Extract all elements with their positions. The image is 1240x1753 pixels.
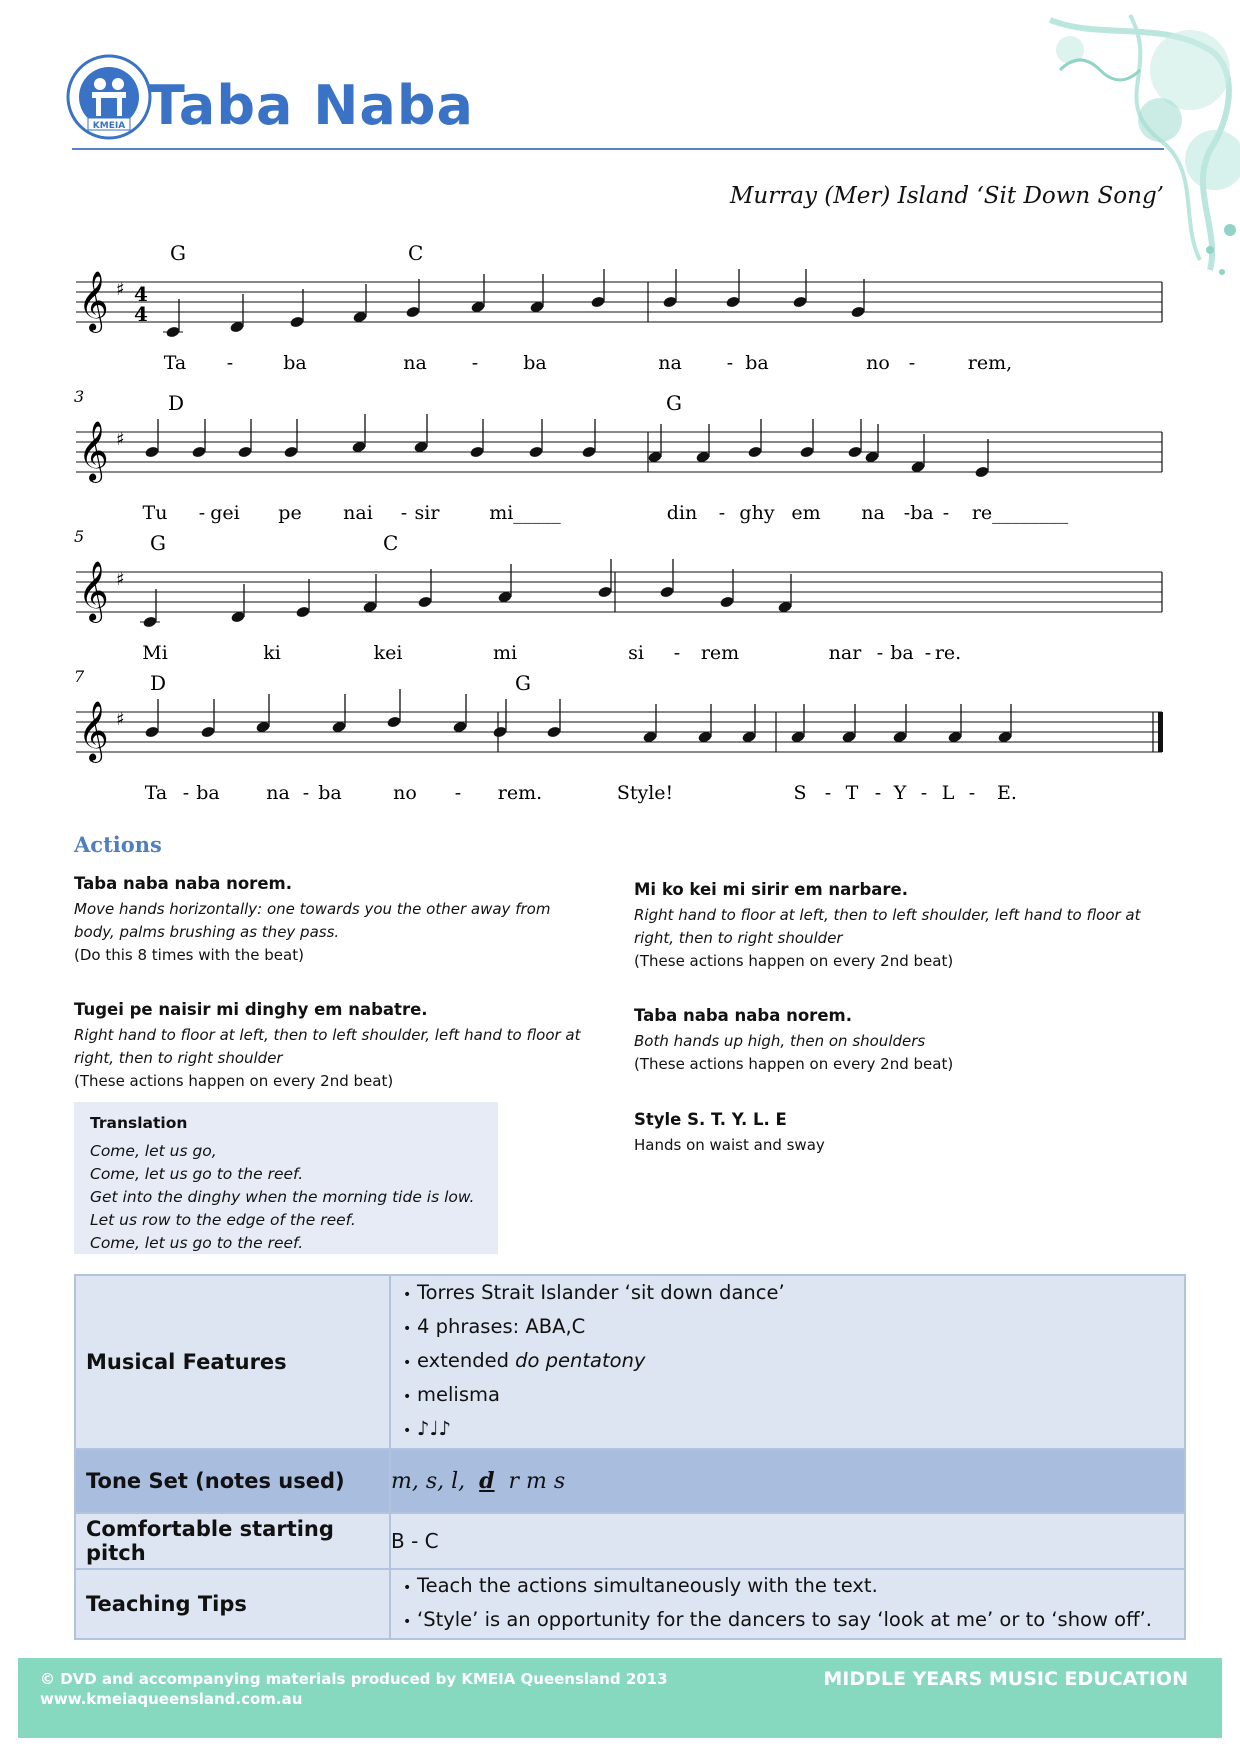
lyric-syllable: kei bbox=[373, 642, 403, 664]
lyric-syllable: Y bbox=[893, 782, 907, 804]
lyric-syllable: Tu bbox=[142, 502, 168, 524]
lyric-syllable: mi bbox=[492, 642, 518, 664]
lyric-syllable: - bbox=[718, 502, 726, 524]
action-desc: Move hands horizontally: one towards you the other away from bbox=[74, 900, 551, 918]
lyric-syllable: - bbox=[874, 782, 882, 804]
lyric-syllable: Style! bbox=[616, 782, 674, 804]
musical-features-row bbox=[75, 1275, 1185, 1449]
treble-clef-icon: 𝄞 bbox=[78, 701, 109, 761]
lyric-syllable: - bbox=[903, 502, 911, 524]
action-desc: Right hand to floor at left, then to left shoulder, left hand to floor at bbox=[634, 906, 1141, 924]
lyric-syllable: - bbox=[454, 782, 462, 804]
lyric-syllable: ba bbox=[745, 352, 769, 374]
action-desc: Right hand to floor at left, then to left shoulder, left hand to floor at bbox=[74, 1026, 581, 1044]
teaching-tips-label: Teaching Tips bbox=[75, 1569, 390, 1639]
chord-symbol: G bbox=[515, 671, 531, 695]
lyric-syllable: - bbox=[942, 502, 950, 524]
lyric-syllable: Ta bbox=[144, 782, 168, 804]
translation-line: Come, let us go, bbox=[90, 1142, 217, 1160]
final-barline bbox=[1158, 712, 1163, 752]
lyric-syllable: re. bbox=[934, 642, 962, 664]
action-item-5 bbox=[634, 1110, 1154, 1157]
action-item-1 bbox=[74, 874, 594, 967]
lyric-syllable: ba bbox=[196, 782, 220, 804]
lyric-syllable: na bbox=[403, 352, 427, 374]
music-score bbox=[0, 240, 1240, 820]
teaching-tips-list bbox=[390, 1569, 1185, 1639]
lyric-syllable: - bbox=[920, 782, 928, 804]
lyric-syllable: - bbox=[824, 782, 832, 804]
rhythm-notes: ♪♩♪ bbox=[417, 1417, 452, 1440]
lyric-syllable: E. bbox=[997, 782, 1017, 804]
lyric-syllable: - bbox=[471, 352, 479, 374]
teaching-tips-row bbox=[75, 1569, 1185, 1639]
translation-line: Come, let us go to the reef. bbox=[90, 1165, 304, 1183]
lyric-syllable: ba bbox=[890, 642, 914, 664]
treble-clef-icon: 𝄞 bbox=[78, 561, 109, 621]
tone-set-row bbox=[75, 1449, 1185, 1513]
lyric-syllable: - bbox=[924, 642, 932, 664]
title-divider bbox=[72, 148, 1164, 150]
lyric-syllable: - bbox=[302, 782, 310, 804]
translation-line: Come, let us go to the reef. bbox=[90, 1234, 304, 1252]
list-item: • ♪♩♪ bbox=[403, 1417, 452, 1440]
lyric-syllable: - bbox=[400, 502, 408, 524]
lyric-syllable: ba bbox=[523, 352, 547, 374]
song-subtitle: Murray (Mer) Island ‘Sit Down Song’ bbox=[729, 183, 1164, 209]
action-heading: Mi ko kei mi sirir em narbare. bbox=[634, 880, 908, 899]
action-note: Hands on waist and sway bbox=[634, 1136, 825, 1154]
chord-symbol: G bbox=[666, 391, 682, 415]
list-item: • ‘Style’ is an opportunity for the dancers to say ‘look at me’ or to ‘show off’. bbox=[403, 1608, 1152, 1631]
lyric-syllable: na bbox=[266, 782, 290, 804]
action-item-2 bbox=[74, 1000, 594, 1093]
measure-number: 7 bbox=[74, 667, 85, 686]
action-note: (These actions happen on every 2nd beat) bbox=[634, 1055, 954, 1073]
lyric-syllable: sir bbox=[414, 502, 440, 524]
features-table bbox=[74, 1274, 1186, 1640]
lyric-syllable: ba bbox=[318, 782, 342, 804]
action-desc: body, palms brushing as they pass. bbox=[74, 923, 340, 941]
sharp-icon: ♯ bbox=[116, 569, 125, 590]
sharp-icon: ♯ bbox=[116, 429, 125, 450]
lyric-syllable: ba bbox=[910, 502, 934, 524]
footer-series-title: MIDDLE YEARS MUSIC EDUCATION bbox=[823, 1668, 1188, 1690]
lyric-syllable: Ta bbox=[163, 352, 187, 374]
translation-heading: Translation bbox=[90, 1114, 188, 1132]
treble-clef-icon: 𝄞 bbox=[78, 421, 109, 481]
sharp-icon: ♯ bbox=[116, 709, 125, 730]
action-desc: Both hands up high, then on shoulders bbox=[634, 1032, 926, 1050]
lyric-syllable: ki bbox=[263, 642, 281, 664]
chord-symbol: D bbox=[168, 391, 185, 415]
action-note: (These actions happen on every 2nd beat) bbox=[634, 952, 954, 970]
action-note: (Do this 8 times with the beat) bbox=[74, 946, 304, 964]
lyric-syllable: - bbox=[968, 782, 976, 804]
lyric-syllable: - bbox=[198, 502, 206, 524]
lyric-syllable: pe bbox=[278, 502, 302, 524]
lyric-syllable: S bbox=[793, 782, 807, 804]
lyric-syllable: no bbox=[866, 352, 890, 374]
tone-set-value: m, s, l, d r m s bbox=[390, 1449, 1185, 1513]
translation-line: Let us row to the edge of the reef. bbox=[90, 1211, 356, 1229]
logo-text: KMEIA bbox=[92, 121, 126, 131]
action-heading: Tugei pe naisir mi dinghy em nabatre. bbox=[74, 1000, 428, 1019]
list-item: • Teach the actions simultaneously with the text. bbox=[403, 1574, 878, 1597]
chord-symbol: C bbox=[408, 241, 424, 265]
lyric-syllable: rem, bbox=[967, 352, 1013, 374]
lyric-syllable: - bbox=[908, 352, 916, 374]
musical-features-label: Musical Features bbox=[75, 1275, 390, 1449]
lyric-syllable: no bbox=[393, 782, 417, 804]
lyric-syllable: mi_____ bbox=[489, 502, 561, 524]
footer-copyright: © DVD and accompanying materials produced by KMEIA Queensland 2013 bbox=[40, 1670, 668, 1688]
footer-website: www.kmeiaqueensland.com.au bbox=[40, 1690, 303, 1708]
lyric-syllable: nai bbox=[343, 502, 373, 524]
translation-box bbox=[74, 1102, 498, 1254]
lyric-syllable: - bbox=[726, 352, 734, 374]
lyric-syllable: din bbox=[666, 502, 698, 524]
lyric-syllable: si bbox=[628, 642, 644, 664]
actions-heading: Actions bbox=[74, 832, 162, 857]
action-desc: right, then to right shoulder bbox=[634, 929, 843, 947]
action-note: (These actions happen on every 2nd beat) bbox=[74, 1072, 394, 1090]
action-heading: Taba naba naba norem. bbox=[634, 1006, 852, 1025]
kmeia-logo bbox=[66, 54, 152, 140]
page-title: Taba Naba bbox=[148, 74, 474, 137]
list-item: • melisma bbox=[403, 1383, 500, 1406]
action-item-4 bbox=[634, 1006, 1154, 1076]
time-signature-icon: 4 bbox=[134, 302, 148, 326]
lyric-syllable: L bbox=[941, 782, 955, 804]
chord-symbol: D bbox=[150, 671, 167, 695]
time-signature-icon: 4 bbox=[134, 282, 148, 306]
page-footer bbox=[18, 1658, 1222, 1738]
chord-symbol: G bbox=[150, 531, 166, 555]
chord-symbol: C bbox=[383, 531, 399, 555]
treble-clef-icon: 𝄞 bbox=[78, 271, 109, 331]
translation-line: Get into the dinghy when the morning tide is low. bbox=[90, 1188, 475, 1206]
lyric-syllable: nar bbox=[828, 642, 862, 664]
lyric-syllable: em bbox=[791, 502, 821, 524]
lyric-syllable: gei bbox=[210, 502, 240, 524]
lyric-syllable: - bbox=[226, 352, 234, 374]
list-item: • 4 phrases: ABA,C bbox=[403, 1315, 586, 1338]
lyric-syllable: rem bbox=[700, 642, 740, 664]
measure-number: 3 bbox=[74, 387, 85, 406]
lyric-syllable: re________ bbox=[971, 502, 1069, 524]
action-item-3 bbox=[634, 880, 1154, 973]
chord-symbol: G bbox=[170, 241, 186, 265]
lyric-syllable: - bbox=[876, 642, 884, 664]
lyric-syllable: na bbox=[658, 352, 682, 374]
action-desc: right, then to right shoulder bbox=[74, 1049, 283, 1067]
lyric-syllable: ghy bbox=[739, 502, 775, 524]
starting-pitch-row bbox=[75, 1513, 1185, 1569]
lyric-syllable: - bbox=[673, 642, 681, 664]
musical-features-list bbox=[390, 1275, 1185, 1449]
starting-pitch-label: Comfortable starting pitch bbox=[75, 1513, 390, 1569]
sharp-icon: ♯ bbox=[116, 279, 125, 300]
lyric-syllable: rem. bbox=[497, 782, 543, 804]
lyric-syllable: T bbox=[845, 782, 859, 804]
starting-pitch-value: B - C bbox=[390, 1513, 1185, 1569]
lyric-syllable: ba bbox=[283, 352, 307, 374]
measure-number: 5 bbox=[74, 527, 85, 546]
lyric-syllable: na bbox=[861, 502, 885, 524]
list-item: • extended do pentatony bbox=[403, 1349, 646, 1372]
list-item: • Torres Strait Islander ‘sit down dance’ bbox=[403, 1281, 785, 1304]
action-heading: Style S. T. Y. L. E bbox=[634, 1110, 787, 1129]
lyric-syllable: - bbox=[182, 782, 190, 804]
tone-set-label: Tone Set (notes used) bbox=[75, 1449, 390, 1513]
action-heading: Taba naba naba norem. bbox=[74, 874, 292, 893]
lyric-syllable: Mi bbox=[142, 642, 168, 664]
